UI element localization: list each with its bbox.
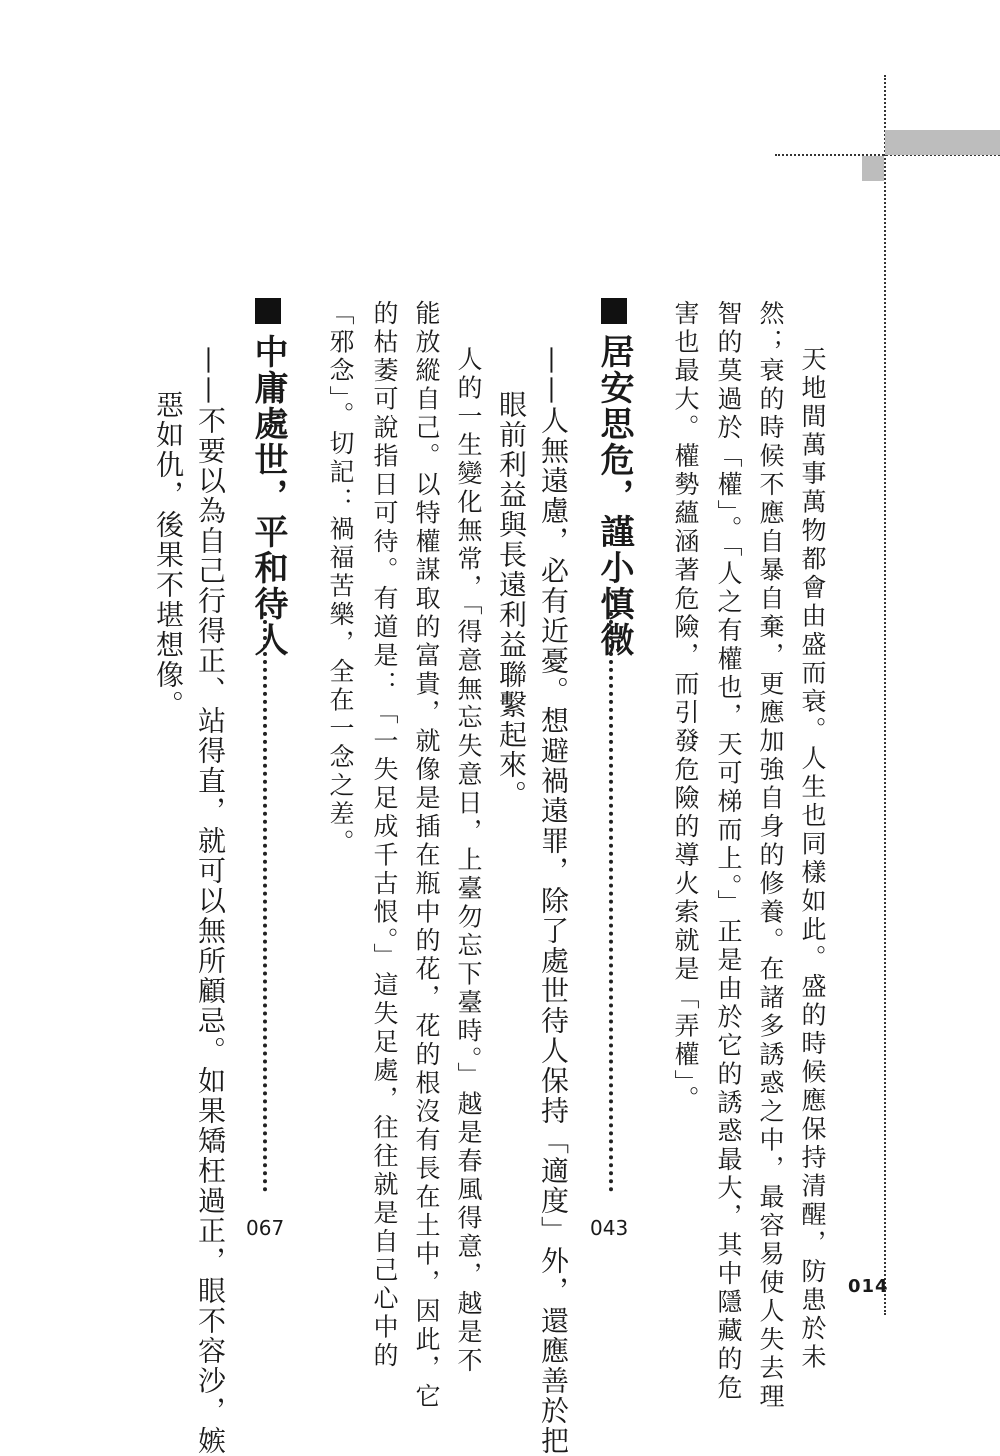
section-1-body-line-3: 的枯萎可說指日可待。有道是：「一失足成千古恨。」這失足處，往往就是自己心中的 (370, 300, 399, 1371)
section-1-body-line-1: 人的一生變化無常，「得意無忘失意日，上臺勿忘下臺時。」越是春風得意，越是不 (454, 346, 483, 1376)
section-2-title: 中庸處世，平和待人 (248, 334, 288, 658)
margin-dotted-vertical-line (884, 75, 886, 1315)
heading-square-icon (601, 298, 627, 324)
section-2-heading (246, 298, 290, 658)
header-gray-tab (885, 130, 1000, 155)
section-1-subtitle-line-1: ——人無遠慮，必有近憂。想避禍遠罪，除了處世待人保持「適度」外，還應善於把 (537, 346, 570, 1456)
section-1-body-line-2: 能放縱自己。以特權謀取的富貴，就像是插在瓶中的花，花的根沒有長在土中，因此，它 (412, 300, 441, 1412)
section-2-page-ref: 067 (246, 1216, 285, 1240)
section-1-body-line-4: 「邪念」。切記：禍福苦樂，全在一念之差。 (326, 300, 355, 858)
paragraph-1-line-2: 然；衰的時候不應自暴自棄，更應加強自身的修養。在諸多誘惑之中，最容易使人失去理 (756, 300, 785, 1412)
section-2-subtitle-line-1: ——不要以為自己行得正、站得直，就可以無所顧忌。如果矯枉過正，眼不容沙，嫉 (194, 346, 227, 1456)
section-2-subtitle-line-2: 惡如仇，後果不堪想像。 (152, 390, 185, 720)
section-1-page-ref: 043 (590, 1216, 629, 1240)
section-2-leader-dots (263, 612, 267, 1192)
paragraph-1-line-3: 智的莫過於「權」。「人之有權也，天可梯而上。」正是由於它的誘惑最大，其中隱藏的危 (714, 300, 743, 1403)
section-1-heading (592, 298, 636, 658)
heading-square-icon (255, 298, 281, 324)
page-number: 014 (848, 1276, 889, 1297)
paragraph-1-line-4: 害也最大。權勢蘊涵著危險，而引發危險的導火索就是「弄權」。 (671, 300, 700, 1114)
section-1-title: 居安思危，謹小慎微 (594, 334, 634, 658)
paragraph-1-line-1: 天地間萬事萬物都會由盛而衰。人生也同樣如此。盛的時候應保持清醒，防患於未 (798, 346, 827, 1372)
header-gray-tab-small (862, 156, 884, 181)
section-1-subtitle-line-2: 眼前利益與長遠利益聯繫起來。 (495, 390, 528, 810)
section-1-leader-dots (609, 612, 613, 1192)
